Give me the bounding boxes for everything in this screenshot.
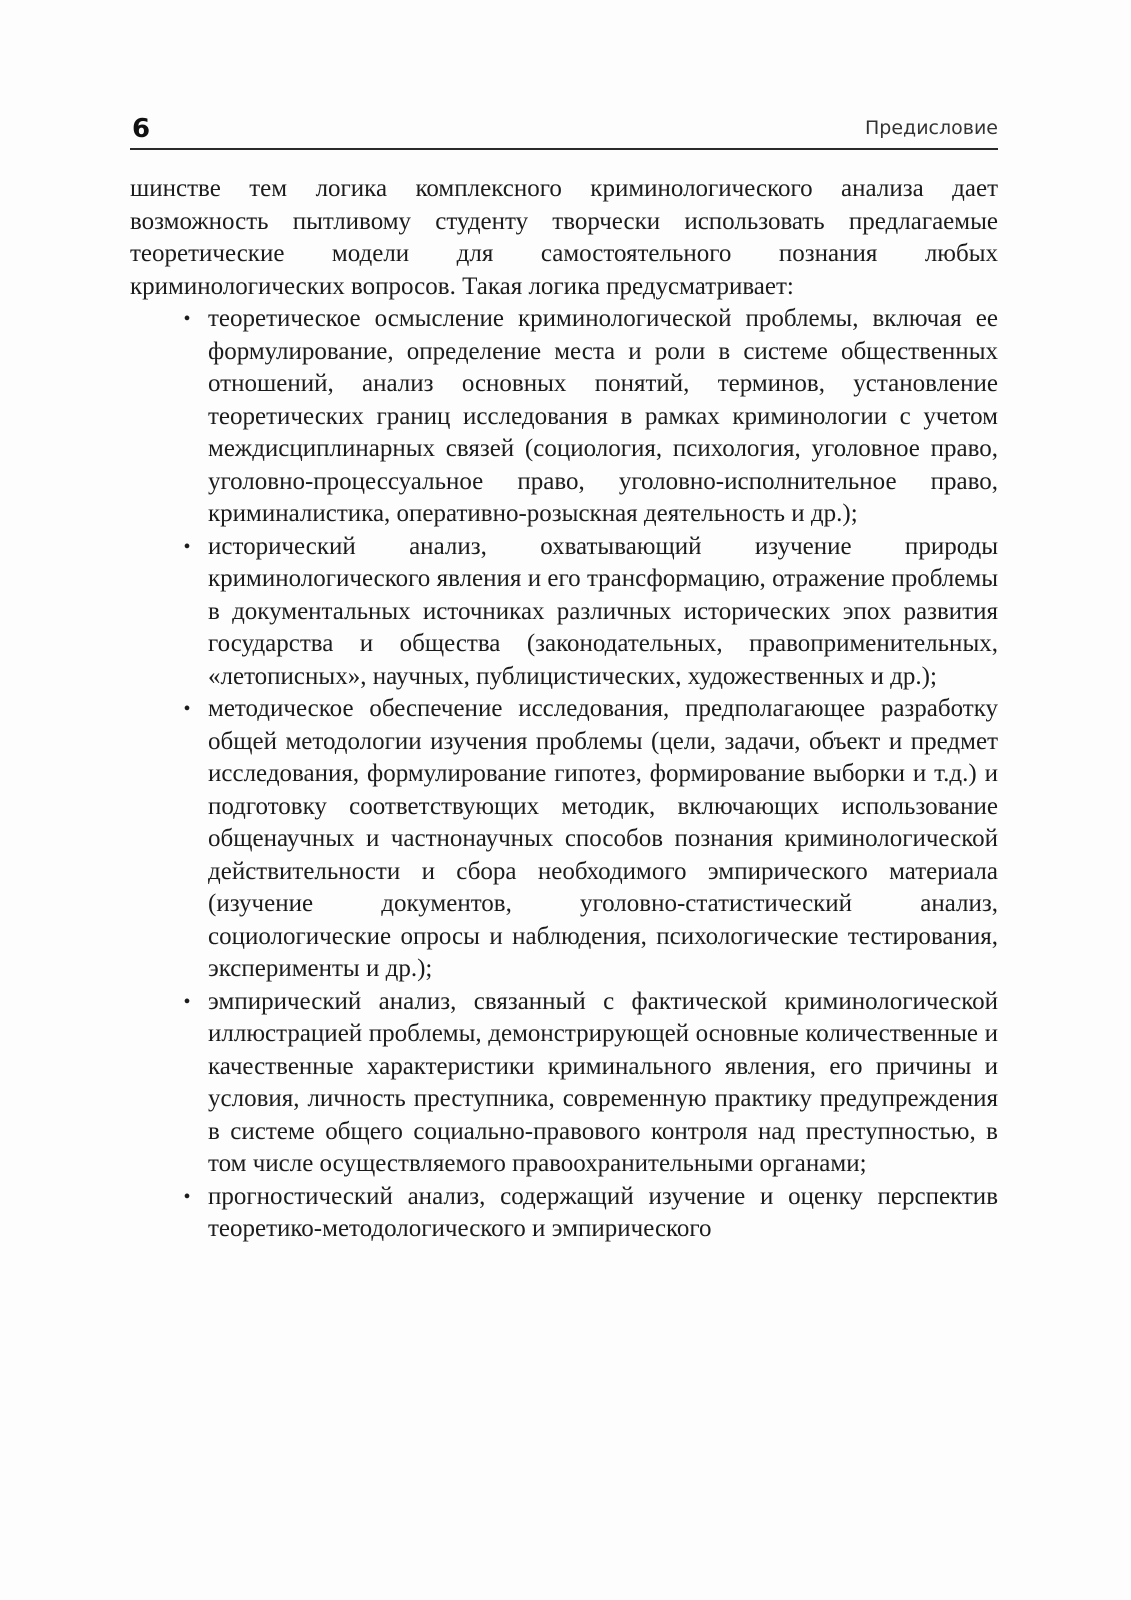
chapter-title: Предисловие <box>865 117 998 139</box>
page-number: 6 <box>132 114 151 144</box>
list-item <box>183 986 998 1181</box>
list-item <box>183 303 998 531</box>
list-item <box>183 531 998 694</box>
list-item-text: теоретическое осмысление криминологической проблемы, включая ее формулирование, определение места и роли в системе общественных отношений, анализ основных понятий, терминов, установление теоретических границ исследования в рамках криминологии с учетом междисциплинарных связей (социология, психология, уголовное право, уголовно-процессуальное право, уголовно-исполнительное право, криминалистика, оперативно-розыскная деятельность и др.); <box>208 305 998 527</box>
list-item <box>183 1181 998 1246</box>
bullet-icon: • <box>183 535 191 558</box>
bullet-icon: • <box>183 990 191 1013</box>
list-item-text: методическое обеспечение исследования, предполагающее разработку общей методологии изучения проблемы (цели, задачи, объект и предмет исследования, формулирование гипотез, формирование выборки и т.д.) и подготовку соответствующих методик, включающих использование общенаучных и частнонаучных способов познания криминологической действительности и сбора необходимого эмпирического материала (изучение документов, уголовно-статистический анализ, социологические опросы и наблюдения, психологические тестирования, эксперименты и др.); <box>208 695 998 982</box>
bullet-icon: • <box>183 698 191 720</box>
body-text <box>130 173 998 1246</box>
list-item-text: исторический анализ, охватывающий изучение природы криминологического явления и его трансформацию, отражение проблемы в документальных источниках различных исторических эпох развития государства и общества (законодательных, правоприменительных, «летописных», научных, публицистических, художественных и др.); <box>208 532 998 690</box>
bullet-icon: • <box>183 1185 191 1208</box>
running-header <box>130 108 998 150</box>
intro-paragraph: шинстве тем логика комплексного криминологического анализа дает возможность пытливому студенту творчески использовать предлагаемые теоретические модели для самостоятельного познания любых криминологических вопросов. Такая логика предусматривает: <box>130 175 998 300</box>
bullet-list <box>130 303 998 1246</box>
bullet-icon: • <box>183 308 191 330</box>
list-item <box>183 693 998 986</box>
list-item-text: прогностический анализ, содержащий изучение и оценку перспектив теоретико-методологического и эмпирического <box>208 1182 998 1242</box>
list-item-text: эмпирический анализ, связанный с фактической криминологической иллюстрацией проблемы, демонстрирующей основные количественные и качественные характеристики криминального явления, его причины и условия, личность преступника, современную практику предупреждения в системе общего социально-правового контроля над преступностью, в том числе осуществляемого правоохранительными органами; <box>208 987 998 1177</box>
